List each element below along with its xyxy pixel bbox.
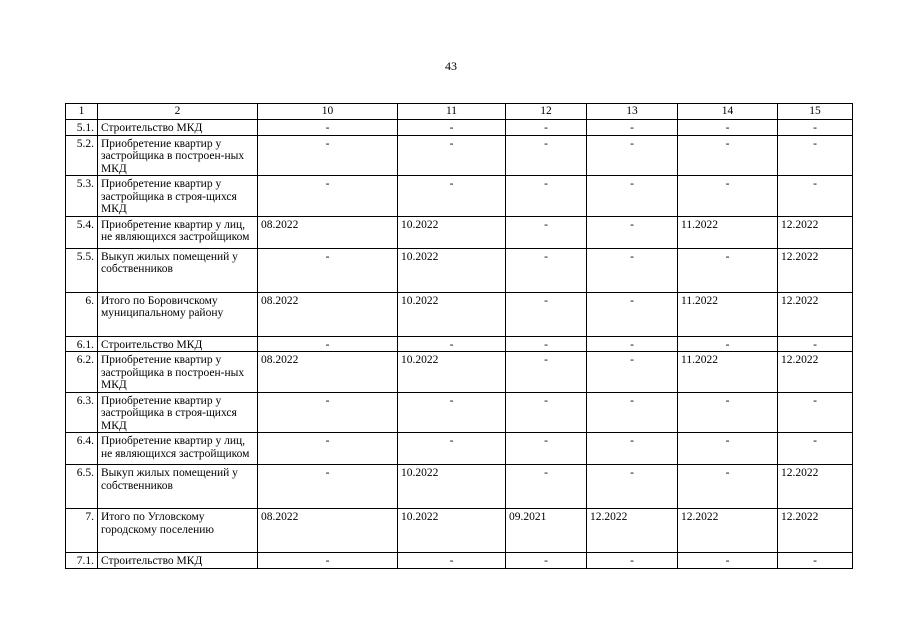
date-cell: - [678,120,778,136]
table-body [66,120,853,569]
date-cell: - [778,176,853,217]
date-cell: - [587,352,678,393]
date-cell: - [678,135,778,176]
date-cell: 12.2022 [778,248,853,292]
date-cell: 10.2022 [398,509,506,553]
row-name: Приобретение квартир у застройщика в строя-щихся МКД [98,176,258,217]
header-row [66,104,853,120]
date-cell: - [587,135,678,176]
date-cell: - [587,176,678,217]
date-cell: - [398,336,506,352]
date-cell: - [778,433,853,465]
row-name: Итого по Боровичскому муниципальному району [98,292,258,336]
row-number: 6.5. [66,465,98,509]
row-number: 7.1. [66,553,98,569]
date-cell: 10.2022 [398,465,506,509]
date-cell: - [678,465,778,509]
date-cell: - [587,248,678,292]
date-cell: - [678,392,778,433]
date-cell: - [398,135,506,176]
date-cell: 11.2022 [678,352,778,393]
date-cell: - [258,248,398,292]
row-name: Приобретение квартир у застройщика в строя-щихся МКД [98,392,258,433]
date-cell: - [587,120,678,136]
date-cell: - [506,392,587,433]
date-cell: 08.2022 [258,352,398,393]
date-cell: - [678,553,778,569]
date-cell: 11.2022 [678,292,778,336]
date-cell: - [506,336,587,352]
header-cell: 15 [778,104,853,120]
date-cell: 08.2022 [258,509,398,553]
header-cell: 14 [678,104,778,120]
table-row [66,433,853,465]
date-cell: - [398,120,506,136]
row-name: Выкуп жилых помещений у собственников [98,465,258,509]
table-row [66,336,853,352]
header-cell: 2 [98,104,258,120]
row-number: 5.1. [66,120,98,136]
date-cell: 10.2022 [398,292,506,336]
header-cell: 12 [506,104,587,120]
header-cell: 10 [258,104,398,120]
row-number: 5.3. [66,176,98,217]
table-row [66,176,853,217]
date-cell: - [678,336,778,352]
row-number: 5.5. [66,248,98,292]
date-cell: - [258,176,398,217]
row-name: Строительство МКД [98,553,258,569]
date-cell: - [506,216,587,248]
table-row [66,465,853,509]
date-cell: 12.2022 [678,509,778,553]
header-cell: 11 [398,104,506,120]
row-number: 6.2. [66,352,98,393]
date-cell: 09.2021 [506,509,587,553]
date-cell: - [587,433,678,465]
date-cell: 12.2022 [778,509,853,553]
schedule-table [65,103,853,569]
date-cell: - [258,433,398,465]
date-cell: 10.2022 [398,352,506,393]
row-number: 6.3. [66,392,98,433]
date-cell: 12.2022 [778,292,853,336]
row-number: 6. [66,292,98,336]
table-row [66,292,853,336]
row-number: 5.2. [66,135,98,176]
date-cell: - [258,465,398,509]
date-cell: - [258,135,398,176]
date-cell: - [258,120,398,136]
date-cell: - [778,120,853,136]
date-cell: - [506,135,587,176]
row-name: Строительство МКД [98,336,258,352]
date-cell: - [506,176,587,217]
date-cell: - [398,392,506,433]
date-cell: 12.2022 [778,465,853,509]
date-cell: - [506,120,587,136]
header-cell: 13 [587,104,678,120]
date-cell: 10.2022 [398,248,506,292]
date-cell: - [587,292,678,336]
date-cell: - [587,392,678,433]
row-name: Приобретение квартир у лиц, не являющихся застройщиком [98,433,258,465]
date-cell: - [778,553,853,569]
date-cell: 08.2022 [258,292,398,336]
date-cell: - [587,216,678,248]
date-cell: - [587,553,678,569]
date-cell: 12.2022 [778,352,853,393]
header-cell: 1 [66,104,98,120]
date-cell: - [678,176,778,217]
date-cell: - [506,465,587,509]
row-name: Строительство МКД [98,120,258,136]
date-cell: - [778,336,853,352]
date-cell: - [587,465,678,509]
date-cell: 10.2022 [398,216,506,248]
date-cell: - [587,336,678,352]
date-cell: - [506,248,587,292]
table-row [66,135,853,176]
table-row [66,352,853,393]
row-number: 7. [66,509,98,553]
date-cell: - [506,352,587,393]
date-cell: - [398,553,506,569]
row-name: Приобретение квартир у лиц, не являющихся застройщиком [98,216,258,248]
row-name: Приобретение квартир у застройщика в построен-ных МКД [98,352,258,393]
date-cell: - [258,553,398,569]
date-cell: 08.2022 [258,216,398,248]
date-cell: - [506,433,587,465]
date-cell: - [778,135,853,176]
date-cell: 11.2022 [678,216,778,248]
table-row [66,553,853,569]
table-row [66,509,853,553]
date-cell: - [258,336,398,352]
table-row [66,248,853,292]
date-cell: - [398,433,506,465]
row-number: 5.4. [66,216,98,248]
date-cell: - [778,392,853,433]
date-cell: 12.2022 [587,509,678,553]
row-number: 6.4. [66,433,98,465]
row-name: Приобретение квартир у застройщика в построен-ных МКД [98,135,258,176]
date-cell: - [258,392,398,433]
date-cell: - [678,433,778,465]
date-cell: 12.2022 [778,216,853,248]
date-cell: - [398,176,506,217]
page-number: 43 [445,59,457,73]
row-name: Выкуп жилых помещений у собственников [98,248,258,292]
row-number: 6.1. [66,336,98,352]
table-row [66,216,853,248]
table-row [66,120,853,136]
date-cell: - [506,553,587,569]
date-cell: - [506,292,587,336]
table-row [66,392,853,433]
date-cell: - [678,248,778,292]
row-name: Итого по Угловскому городскому поселению [98,509,258,553]
